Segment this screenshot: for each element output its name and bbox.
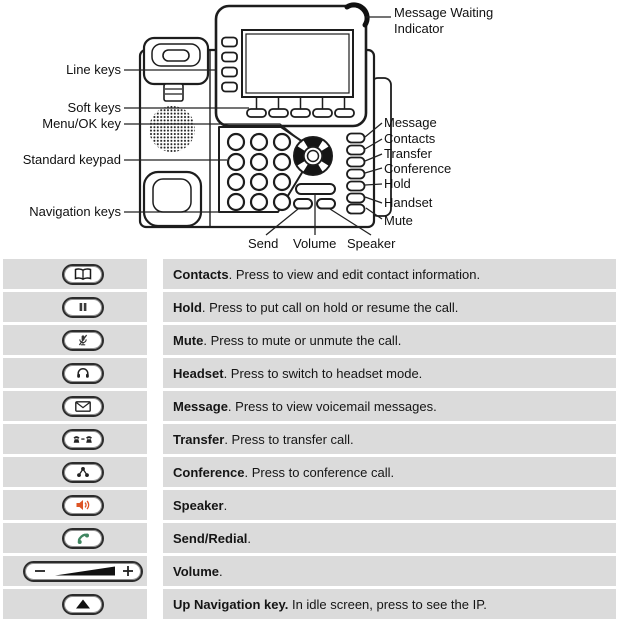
hook-switch-pad <box>144 172 201 226</box>
key-name: Contacts <box>173 266 229 282</box>
table-row <box>0 358 618 388</box>
send-key-icon <box>62 528 104 549</box>
key-description: . Press to transfer call. <box>224 431 354 447</box>
key-icon-cell <box>3 358 147 388</box>
table-row <box>0 391 618 421</box>
key-description-cell <box>163 325 616 355</box>
column-gap <box>147 589 163 619</box>
key-description: . Press to view voicemail messages. <box>227 398 437 414</box>
function-key-column <box>347 134 365 214</box>
speaker-grille <box>149 106 195 152</box>
label-send: Send <box>248 236 279 251</box>
label-right-key: Transfer <box>384 146 432 161</box>
table-row <box>0 424 618 454</box>
column-gap <box>147 523 163 553</box>
key-description: In idle screen, press to see the IP. <box>288 596 487 612</box>
table-row <box>0 523 618 553</box>
key-name: Transfer <box>173 431 225 447</box>
label-line-keys: Line keys <box>66 62 121 77</box>
key-icon-cell <box>3 259 147 289</box>
table-row <box>0 259 618 289</box>
label-message-waiting-indicator: Message Waiting Indicator <box>394 5 494 36</box>
key-description-table <box>0 259 618 622</box>
key-description-cell <box>163 457 616 487</box>
key-description-cell <box>163 490 616 520</box>
column-gap <box>147 391 163 421</box>
up-nav-key-icon <box>62 594 104 615</box>
key-description-cell <box>163 424 616 454</box>
key-name: Send/Redial <box>173 530 248 546</box>
key-icon-cell <box>3 391 147 421</box>
label-right-key: Contacts <box>384 131 436 146</box>
conference-key-icon <box>62 462 104 483</box>
table-row <box>0 457 618 487</box>
column-gap <box>147 325 163 355</box>
key-icon-cell <box>3 424 147 454</box>
key-icon-cell <box>3 589 147 619</box>
headset-key-icon <box>62 363 104 384</box>
label-right-key: Hold <box>384 176 411 191</box>
key-description: . <box>247 530 252 546</box>
key-description-cell <box>163 259 616 289</box>
message-key-icon <box>62 396 104 417</box>
label-speaker: Speaker <box>347 236 396 251</box>
column-gap <box>147 490 163 520</box>
key-description: . Press to switch to headset mode. <box>223 365 423 381</box>
key-icon-cell <box>3 523 147 553</box>
volume-bar-key <box>296 184 335 194</box>
speakerphone-key <box>317 199 335 209</box>
standard-keypad <box>219 127 303 212</box>
key-icon-cell <box>3 490 147 520</box>
key-name: Speaker <box>173 497 224 513</box>
key-description: . <box>223 497 228 513</box>
key-name: Hold <box>173 299 202 315</box>
key-description: . Press to put call on hold or resume the call. <box>201 299 459 315</box>
key-name: Mute <box>173 332 204 348</box>
key-description-cell <box>163 292 616 322</box>
table-row <box>0 490 618 520</box>
column-gap <box>147 457 163 487</box>
mute-key-icon <box>62 330 104 351</box>
label-right-key: Conference <box>384 161 452 176</box>
key-name: Conference <box>173 464 245 480</box>
label-menu-ok-key: Menu/OK key <box>42 116 121 131</box>
lcd-screen <box>242 30 353 97</box>
label-right-key: Handset <box>384 195 433 210</box>
key-name: Up Navigation key. <box>173 596 289 612</box>
label-volume: Volume <box>293 236 337 251</box>
key-description: . Press to view and edit contact information. <box>228 266 481 282</box>
key-description-cell <box>163 391 616 421</box>
table-row <box>0 556 618 586</box>
speaker-key-icon <box>62 495 104 516</box>
key-icon-cell <box>3 556 147 586</box>
key-icon-cell <box>3 292 147 322</box>
key-description-cell <box>163 523 616 553</box>
contacts-key-icon <box>62 264 104 285</box>
label-navigation-keys: Navigation keys <box>29 204 121 219</box>
send-key <box>294 199 312 209</box>
hold-key-icon <box>62 297 104 318</box>
key-name: Message <box>173 398 228 414</box>
label-right-key: Mute <box>384 213 413 228</box>
volume-key-icon <box>23 561 143 582</box>
key-name: Headset <box>173 365 224 381</box>
label-standard-keypad: Standard keypad <box>22 152 121 167</box>
navigation-cluster <box>294 137 332 175</box>
label-right-key: Message <box>384 115 437 130</box>
column-gap <box>147 556 163 586</box>
key-icon-cell <box>3 325 147 355</box>
key-description-cell <box>163 358 616 388</box>
key-name: Volume <box>173 563 219 579</box>
column-gap <box>147 259 163 289</box>
key-description: . <box>219 563 223 579</box>
column-gap <box>147 292 163 322</box>
column-gap <box>147 358 163 388</box>
table-row <box>0 292 618 322</box>
key-description: . Press to mute or unmute the call. <box>203 332 402 348</box>
key-description-cell <box>163 589 616 619</box>
table-row <box>0 325 618 355</box>
column-gap <box>147 424 163 454</box>
key-description-cell <box>163 556 616 586</box>
phone-diagram <box>0 0 618 258</box>
transfer-key-icon <box>62 429 104 450</box>
label-soft-keys: Soft keys <box>67 100 121 115</box>
key-icon-cell <box>3 457 147 487</box>
table-row <box>0 589 618 619</box>
key-description: . Press to conference call. <box>244 464 395 480</box>
